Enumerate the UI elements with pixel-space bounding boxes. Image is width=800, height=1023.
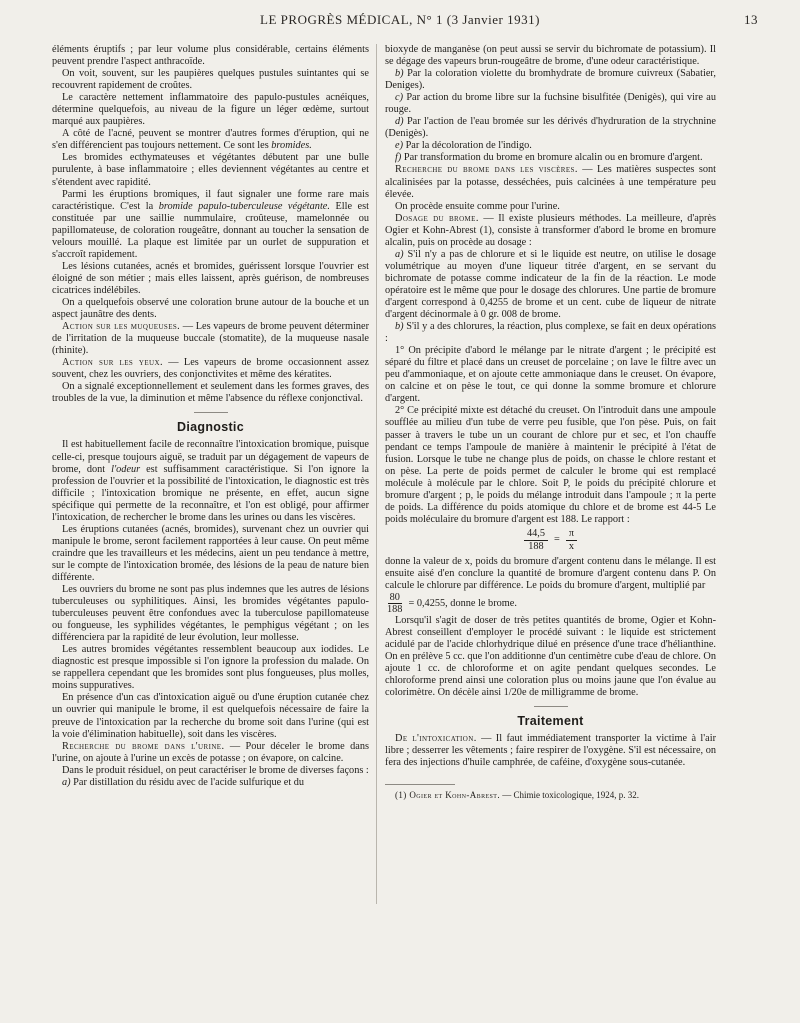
paragraph: Les ouvriers du brome ne sont pas plus indemnes que les autres de lésions tuberculeuses ou syphilitiques. Ainsi, les bromides végétantes papulo-tuberculeuses peuvent être confondues avec la tuberculose papillomateuse ou fongueuse, les syphilides végétantes, le pemphigus végétant ; on les différenciera par la rapidité de leur évolution, leur mollesse. <box>52 584 369 644</box>
footnote-rule <box>385 784 455 785</box>
text-run: Par la coloration violette du bromhydrate de bromure cuivreux (Sabatier, Deniges). <box>385 68 716 92</box>
numerator: 80 <box>389 592 400 604</box>
paragraph: Dans le produit résiduel, on peut caractériser le brome de diverses façons : <box>62 764 369 776</box>
footnote <box>385 790 716 801</box>
paragraph <box>52 439 369 523</box>
paragraph <box>385 249 716 321</box>
paragraph <box>385 592 716 615</box>
text-run: — Les vapeurs de brome peuvent déterminer de l'irritation de la muqueuse buccale (stomatite), de la muqueuse nasale (rhinite). <box>52 321 370 357</box>
paragraph: Les bromides ecthymateuses et végétantes débutent par une bulle purulente, à base inflammatoire ; elles deviennent végétantes au centre et s'étendent avec rapidité. <box>52 152 369 188</box>
inline-fraction <box>385 592 404 615</box>
section-separator <box>194 412 228 413</box>
column-divider <box>376 44 377 904</box>
fraction <box>566 528 577 553</box>
paragraph: éléments éruptifs ; par leur volume plus considérable, certains éléments peuvent prendre l'aspect anthracoïde. <box>52 44 369 68</box>
italic-term: bromides. <box>271 140 312 152</box>
paragraph <box>52 128 369 152</box>
text-run: Elle est constituée par une saillie nummulaire, croûteuse, mamelonnée ou papillomateuse, de coloration rougeâtre, donnant au toucher la sensation de velours mouillé. La plaque est limitée par un ourlet de suppuration et s'accroît rapidement. <box>52 200 369 260</box>
text-run: — Les matières suspectes sont alcalinisées par la potasse, desséchées, puis calcinées à une température peu élevée. <box>385 164 716 200</box>
numerator: π <box>566 528 577 541</box>
text-run: — Pour déceler le brome dans l'urine, on ajoute à l'urine un excès de potasse ; on évapore, on calcine. <box>52 740 369 764</box>
numerator: 44,5 <box>524 528 548 541</box>
paragraph <box>52 189 369 261</box>
paragraph <box>385 321 716 345</box>
paragraph <box>385 116 716 140</box>
paragraph: On voit, souvent, sur les paupières quelques pustules suintantes qui se recouvrent rapidement de croûtes. <box>52 68 369 92</box>
equals-sign: = <box>554 534 560 546</box>
paragraph: En présence d'un cas d'intoxication aiguë ou d'une éruption cutanée chez un ouvrier qui manipule le brome, il est quelquefois nécessaire de faire la preuve de l'intoxication par la recherche du brome soit dans l'urine (qui est la voie d'élimination habituelle), soit dans les viscères. <box>52 692 369 740</box>
list-marker: b) <box>395 321 404 333</box>
text-run: A côté de l'acné, peuvent se montrer d'autres formes d'éruption, qui ne s'en différencient pas toujours nettement. Ce sont les <box>52 128 369 152</box>
text-run: Parmi les éruptions bromiques, il faut signaler une forme rare mais caractéristique. C'est la <box>52 188 369 212</box>
paragraph: Lorsqu'il s'agit de doser de très petites quantités de brome, Ogier et Kohn-Abrest conseillent d'employer le procédé suivant : le liquide est strictement acidulé par de l'acide chlorhydrique dilué en présence d'une trace d'hélianthine. On en prélève 5 cc. que l'on additionne d'un centimètre cube d'eau de chlore. On ajoute 1 cc. de chloroforme et on agite pendant quelques secondes. Le chloroforme prend ainsi une coloration plus ou moins jaune que l'on évalue au colorimètre. On décèle ainsi 1/20e de milligramme de brome. <box>385 615 716 699</box>
text-run: Par la décoloration de l'indigo. <box>403 140 532 152</box>
paragraph: donne la valeur de x, poids du bromure d'argent contenu dans le mélange. Il est ensuite aisé d'en conclure la quantité de bromure d'argent contenu dans P. On calcule le chlorure par différence. Le poids du bromure d'argent, multiplié par <box>385 555 716 591</box>
text-run: est suffisamment caractéristique. Si l'on ignore la profession de l'ouvrier et la possibilité de l'intoxication, le diagnostic est très difficile ; l'intoxication bromique ne présente, en effet, aucun signe spécifique qui permette de la reconnaître, et l'on est obligé, pour affirmer l'intoxication, de rechercher le brome dans les urines ou dans les viscères. <box>52 463 369 523</box>
text-run: — Les vapeurs de brome occasionnent assez souvent, chez les ouvriers, des conjonctivites et même des kératites. <box>52 357 369 381</box>
list-marker: a) <box>395 248 404 260</box>
page-number: 13 <box>744 12 758 27</box>
footnote-source: — Chimie toxicologique, 1924, p. 32. <box>500 789 639 800</box>
paragraph: On a quelquefois observé une coloration brune autour de la bouche et un aspect jaunâtre des dents. <box>52 296 369 321</box>
denominator: 188 <box>387 604 403 616</box>
paragraph: Les lésions cutanées, acnés et bromides, guérissent lorsque l'ouvrier est éloigné de son métier ; mais elles laissent, après guérison, de nombreuses cicatrices indélébiles. <box>52 260 369 296</box>
section-lead: De l'intoxication. <box>395 733 477 745</box>
paragraph <box>52 321 369 357</box>
text-run: Par action du brome libre sur la fuchsine bisulfitée (Denigès), qui vire au rouge. <box>385 92 716 116</box>
footnote-authors: (1) Ogier et Kohn-Abrest. <box>395 789 500 800</box>
paragraph <box>385 733 716 769</box>
page-header <box>42 12 758 32</box>
denominator: 188 <box>528 540 544 552</box>
paragraph: Les éruptions cutanées (acnés, bromides), survenant chez un ouvrier qui manipule le brome, seront facilement rapportées à leur cause. On peut même craindre que les travailleurs et les médecins, aient un peu tendance à mettre, sur le compte de l'intoxication bromée, des lésions de la peau de nature bien différente. <box>52 523 369 583</box>
journal-title: LE PROGRÈS MÉDICAL, N° 1 (3 Janvier 1931) <box>260 12 540 27</box>
text-run: Par transformation du brome en bromure alcalin ou en bromure d'argent. <box>401 152 703 164</box>
italic-term: l'odeur <box>111 463 141 475</box>
paragraph: Les autres bromides végétantes ressemblent beaucoup aux iodides. Le diagnostic est presque impossible si l'on ignore la profession du malade. On se rappellera cependant que les bromides sont plus fongueuses, plus molles, moins suppuratives. <box>52 644 369 692</box>
paragraph <box>52 777 369 789</box>
paragraph: bioxyde de manganèse (on peut aussi se servir du bichromate de potassium). Il se dégage des vapeurs brun-rougeâtre de brome, d'une odeur caractéristique. <box>385 44 716 68</box>
right-column <box>385 44 716 801</box>
section-lead: Recherche du brome dans l'urine. <box>62 740 225 752</box>
paragraph <box>385 152 716 164</box>
list-marker: b) <box>395 68 404 80</box>
section-heading-diagnostic: Diagnostic <box>177 420 244 435</box>
left-column <box>52 44 369 789</box>
text-run: S'il y a des chlorures, la réaction, plus complexe, se fait en deux opérations : <box>385 321 716 345</box>
text-run: S'il n'y a pas de chlorure et si le liquide est neutre, on utilise le dosage volumétrique au moyen d'une liqueur titrée d'argent, en se servant du bichromate de potasse comme indicateur de la fin de la réaction. Le mode opératoire est le même que pour le dosage des chlorures. Une partie de bromure d'argent correspond à 0,4255 de brome et un cent. cube de liqueur de nitrate d'argent décinormale à 0 gr. 008 de brome. <box>385 248 716 321</box>
paragraph: 1° On précipite d'abord le mélange par le nitrate d'argent ; le précipité est séparé du filtre et placé dans un creuset de porcelaine ; on lave le filtre avec un peu d'ammoniaque, et on ajoute cette ammoniaque dans le creuset. On évapore, on calcine et on pèse le tout, ce qui donne la somme bromure et chlorure d'argent. <box>385 345 716 405</box>
text-run: Par l'action de l'eau bromée sur les dérivés d'hydruration de la strychnine (Denigès). <box>385 116 716 140</box>
section-separator <box>534 706 568 707</box>
text-run: = 0,4255, donne le brome. <box>408 597 517 609</box>
paragraph: Le caractère nettement inflammatoire des papulo-pustules acnéiques, détermine quelquefois, au niveau de la figure un léger œdème, surtout marqué aux paupières. <box>52 92 369 128</box>
paragraph: 2° Ce précipité mixte est détaché du creuset. On l'introduit dans une ampoule soufflée au milieu d'un tube de verre peu fusible, que l'on pèse. Puis, on fait passer à travers le tube un un courant de chlore pur et sec, et l'on chauffe pendant ce temps l'ampoule de manière à maintenir le précipité à l'état de fusion. Lorsque le tube ne change plus de poids, on chasse le chlore restant et on pèse. La perte de poids permet de calculer le brome qui est remplacé molécule à molécule par le chlore. Soit P, le poids du précipité chlorure et bromure d'argent ; p, le poids du mélange introduit dans l'ampoule ; π la perte de poids. La différence du poids atomique du chlore et de brome est 44-5 Le poids moléculaire du bromure d'argent est 188. Le rapport : <box>385 405 716 525</box>
paragraph <box>385 68 716 92</box>
italic-term: bromide papulo-tuberculeuse végétante. <box>158 200 330 212</box>
section-lead: Recherche du brome dans les viscères. <box>395 164 578 176</box>
ratio-formula <box>385 528 716 553</box>
section-lead: Dosage du brome. <box>395 212 479 224</box>
paragraph <box>52 357 369 381</box>
list-marker: a) <box>62 776 71 788</box>
paragraph <box>385 164 716 200</box>
text-run: — Il faut immédiatement transporter la victime à l'air libre ; desserrer les vêtements ; faire respirer de l'oxygène. S'il est nécessaire, on fera des injections d'huile camphrée, de caféine, d'oxygène sous-cutanée. <box>385 733 716 769</box>
list-marker: d) <box>395 116 404 128</box>
paragraph <box>385 140 716 152</box>
list-marker: c) <box>395 92 403 104</box>
paragraph: On procède ensuite comme pour l'urine. <box>395 200 560 212</box>
text-run: Il est habituellement facile de reconnaître l'intoxication bromique, puisque celle-ci, presque toujours aiguë, se traduit par un dégagement de vapeurs de brome, dont <box>52 439 369 475</box>
list-marker: e) <box>395 140 403 152</box>
paragraph: On a signalé exceptionnellement et seulement dans les formes graves, des troubles de la vue, la diminution et même l'absence du réflexe conjonctival. <box>52 381 369 405</box>
text-run: Par distillation du résidu avec de l'acide sulfurique et du <box>70 776 305 788</box>
section-lead: Action sur les muqueuses. <box>62 321 181 333</box>
section-lead: Action sur les yeux. <box>62 357 163 369</box>
paragraph <box>385 213 716 249</box>
paragraph <box>385 92 716 116</box>
paragraph <box>52 741 369 765</box>
fraction <box>524 528 548 553</box>
section-heading-traitement: Traitement <box>517 714 584 729</box>
denominator: x <box>568 540 574 552</box>
text-run: — Il existe plusieurs méthodes. La meilleure, d'après Ogier et Kohn-Abrest (1), consiste à transformer d'abord le brome en bromure alcalin, puis on procède au dosage : <box>385 212 716 248</box>
list-marker: f) <box>395 152 402 164</box>
